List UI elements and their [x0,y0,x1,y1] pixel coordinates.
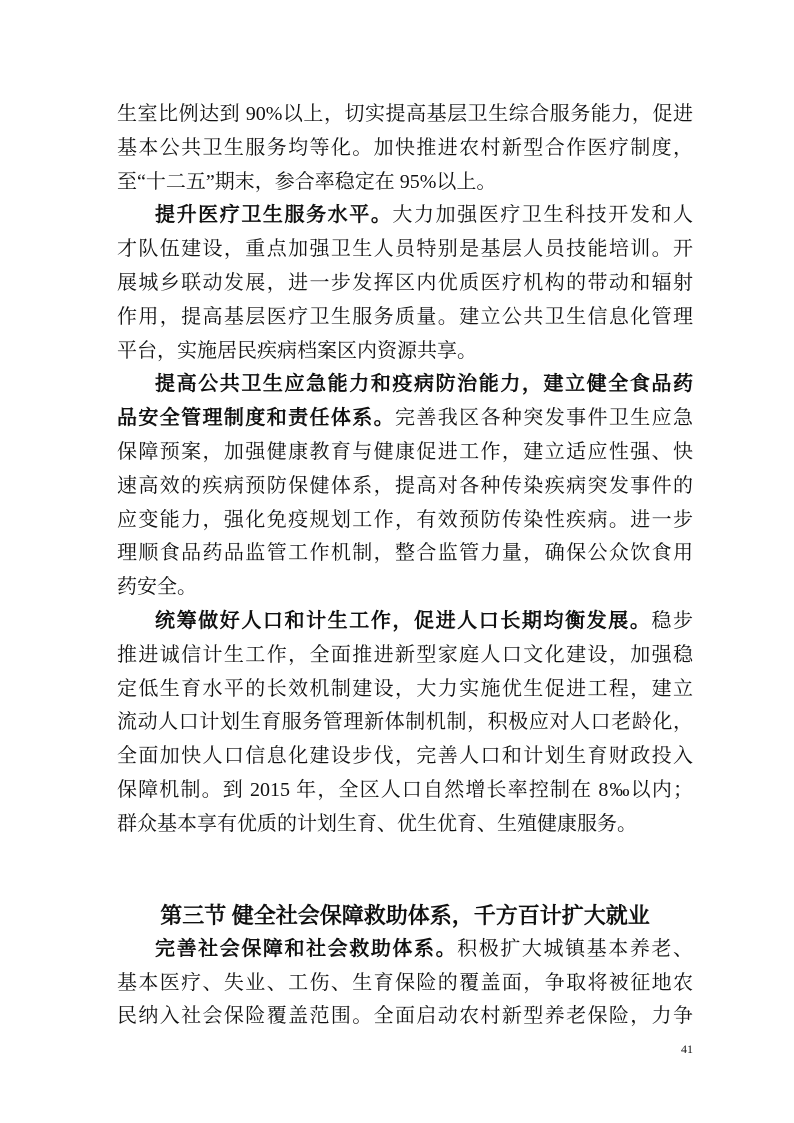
line-text: 作用，提高基层医疗卫生服务质量。建立公共卫生信息化管理 [117,305,693,328]
line-text: 保障预案，加强健康教育与健康促进工作，建立适应性强、快 [117,440,693,463]
paragraph [117,605,693,842]
text-line [117,605,693,639]
line-text: 生室比例达到 90%以上，切实提高基层卫生综合服务能力，促进 [117,103,693,125]
text-line [117,673,693,707]
line-text: 速高效的疾病预防保健体系，提高对各种传染疾病突发事件的 [117,474,693,497]
line-text: 民纳入社会保险覆盖范围。全面启动农村新型养老保险，力争 [117,1005,693,1028]
text-line [117,436,693,470]
line-text: 基本公共卫生服务均等化。加快推进农村新型合作医疗制度， [117,136,693,159]
section-heading: 第三节 健全社会保障救助体系，千方百计扩大就业 [160,903,650,929]
run-in-title: 品安全管理制度和责任体系。 [117,407,395,430]
text-line [117,470,693,504]
text-line [117,233,693,267]
text-line [117,706,693,740]
line-text: 才队伍建设，重点加强卫生人员特别是基层人员技能培训。开 [117,238,693,261]
line-text: 推进诚信计生工作，全面推进新型家庭人口文化建设，加强稳 [117,643,693,666]
text-line [117,774,693,808]
line-text: 群众基本享有优质的计划生育、优生优育、生殖健康服务。 [117,812,637,835]
run-in-title: 提升医疗卫生服务水平。 [155,204,393,227]
paragraph [117,933,693,1034]
text-line [117,933,693,967]
text-line [117,98,693,132]
line-text: 保障机制。到 2015 年，全区人口自然增长率控制在 8‰以内； [117,778,693,801]
line-text: 完善我区各种突发事件卫生应急 [395,407,693,430]
line-text: 稳步 [651,609,694,632]
paragraph [117,199,693,368]
line-text: 基本医疗、失业、工伤、生育保险的覆盖面，争取将被征地农 [117,971,693,994]
line-text: 应变能力，强化免疫规划工作，有效预防传染性疾病。进一步 [117,508,693,531]
text-line [117,740,693,774]
paragraph [117,98,693,199]
page-body [117,98,693,1034]
line-text: 流动人口计划生育服务管理新体制机制，积极应对人口老龄化， [117,711,693,734]
text-line [117,368,693,402]
text-line [117,639,693,673]
line-text: 积极扩大城镇基本养老、 [457,937,694,960]
text-line [117,504,693,538]
text-line [117,967,693,1001]
line-text: 平台，实施居民疾病档案区内资源共享。 [117,339,477,362]
run-in-title: 完善社会保障和社会救助体系。 [155,937,458,960]
line-text: 药安全。 [117,576,197,599]
line-text: 定低生育水平的长效机制建设，大力实施优生促进工程，建立 [117,677,693,700]
page-number: 41 [681,1042,693,1056]
text-line [117,537,693,571]
line-text: 展城乡联动发展，进一步发挥区内优质医疗机构的带动和辐射 [117,271,693,294]
text-line [117,166,693,200]
run-in-title: 统筹做好人口和计生工作，促进人口长期均衡发展。 [155,609,652,632]
text-line [117,1000,693,1034]
text-line [117,402,693,436]
text-line [117,132,693,166]
paragraph [117,368,693,605]
text-line [117,808,693,842]
line-text: 至“十二五”期末，参合率稳定在 95%以上。 [117,170,497,193]
line-text: 全面加快人口信息化建设步伐，完善人口和计划生育财政投入 [117,745,693,768]
text-line [117,267,693,301]
text-line [117,199,693,233]
text-line [117,571,693,605]
text-line [117,335,693,369]
line-text: 理顺食品药品监管工作机制，整合监管力量，确保公众饮食用 [117,542,693,565]
text-line [117,301,693,335]
run-in-title: 提高公共卫生应急能力和疫病防治能力，建立健全食品药 [155,373,693,396]
line-text: 大力加强医疗卫生科技开发和人 [392,204,694,227]
